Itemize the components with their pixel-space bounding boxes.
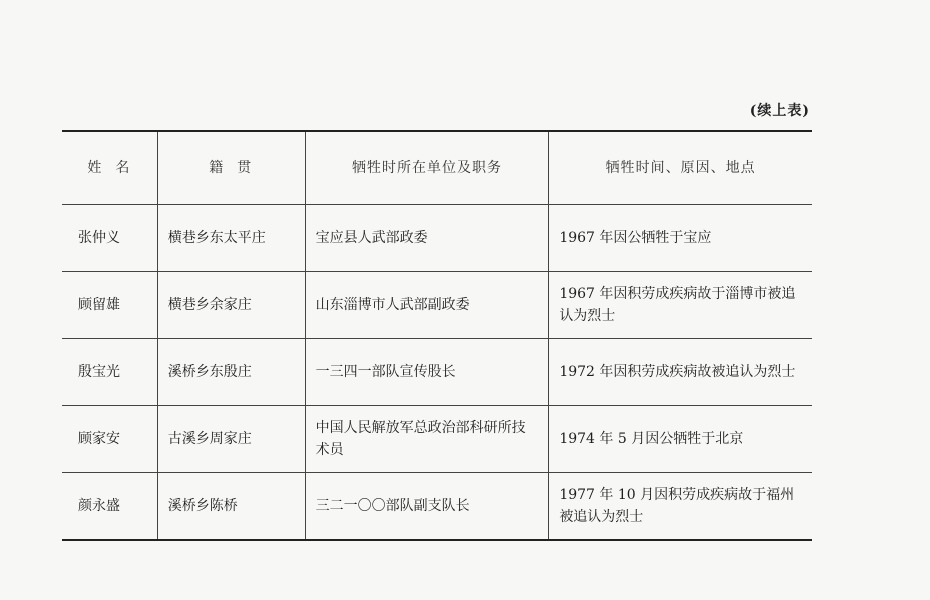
cell-origin: 横巷乡余家庄: [157, 272, 305, 339]
cell-unit: 山东淄博市人武部副政委: [305, 272, 549, 339]
cell-detail: 1967 年因积劳成疾病故于淄博市被追认为烈士: [549, 272, 812, 339]
cell-origin: 溪桥乡陈桥: [157, 473, 305, 541]
header-origin: 籍贯: [157, 131, 305, 205]
table-row: [62, 205, 812, 272]
cell-detail: 1977 年 10 月因积劳成疾病故于福州被追认为烈士: [549, 473, 812, 541]
cell-name: 顾留雄: [62, 272, 157, 339]
cell-name: 顾家安: [62, 406, 157, 473]
cell-detail: 1972 年因积劳成疾病故被追认为烈士: [549, 339, 812, 406]
cell-unit: 宝应县人武部政委: [305, 205, 549, 272]
header-name: 姓名: [62, 131, 157, 205]
cell-unit: 中国人民解放军总政治部科研所技术员: [305, 406, 549, 473]
cell-origin: 横巷乡东太平庄: [157, 205, 305, 272]
cell-name: 殷宝光: [62, 339, 157, 406]
cell-unit: 三二一〇〇部队副支队长: [305, 473, 549, 541]
table-header-row: [62, 131, 812, 205]
cell-name: 张仲义: [62, 205, 157, 272]
table-row: [62, 406, 812, 473]
cell-detail: 1967 年因公牺牲于宝应: [549, 205, 812, 272]
cell-origin: 溪桥乡东殷庄: [157, 339, 305, 406]
table-row: [62, 272, 812, 339]
table-row: [62, 473, 812, 541]
cell-unit: 一三四一部队宣传股长: [305, 339, 549, 406]
table-row: [62, 339, 812, 406]
martyrs-table: [62, 130, 812, 541]
cell-origin: 古溪乡周家庄: [157, 406, 305, 473]
continued-label: (续上表): [749, 103, 810, 119]
header-detail: 牺牲时间、原因、地点: [549, 131, 812, 205]
cell-name: 颜永盛: [78, 498, 120, 514]
cell-detail: 1974 年 5 月因公牺牲于北京: [549, 406, 812, 473]
header-unit: 牺牲时所在单位及职务: [305, 131, 549, 205]
